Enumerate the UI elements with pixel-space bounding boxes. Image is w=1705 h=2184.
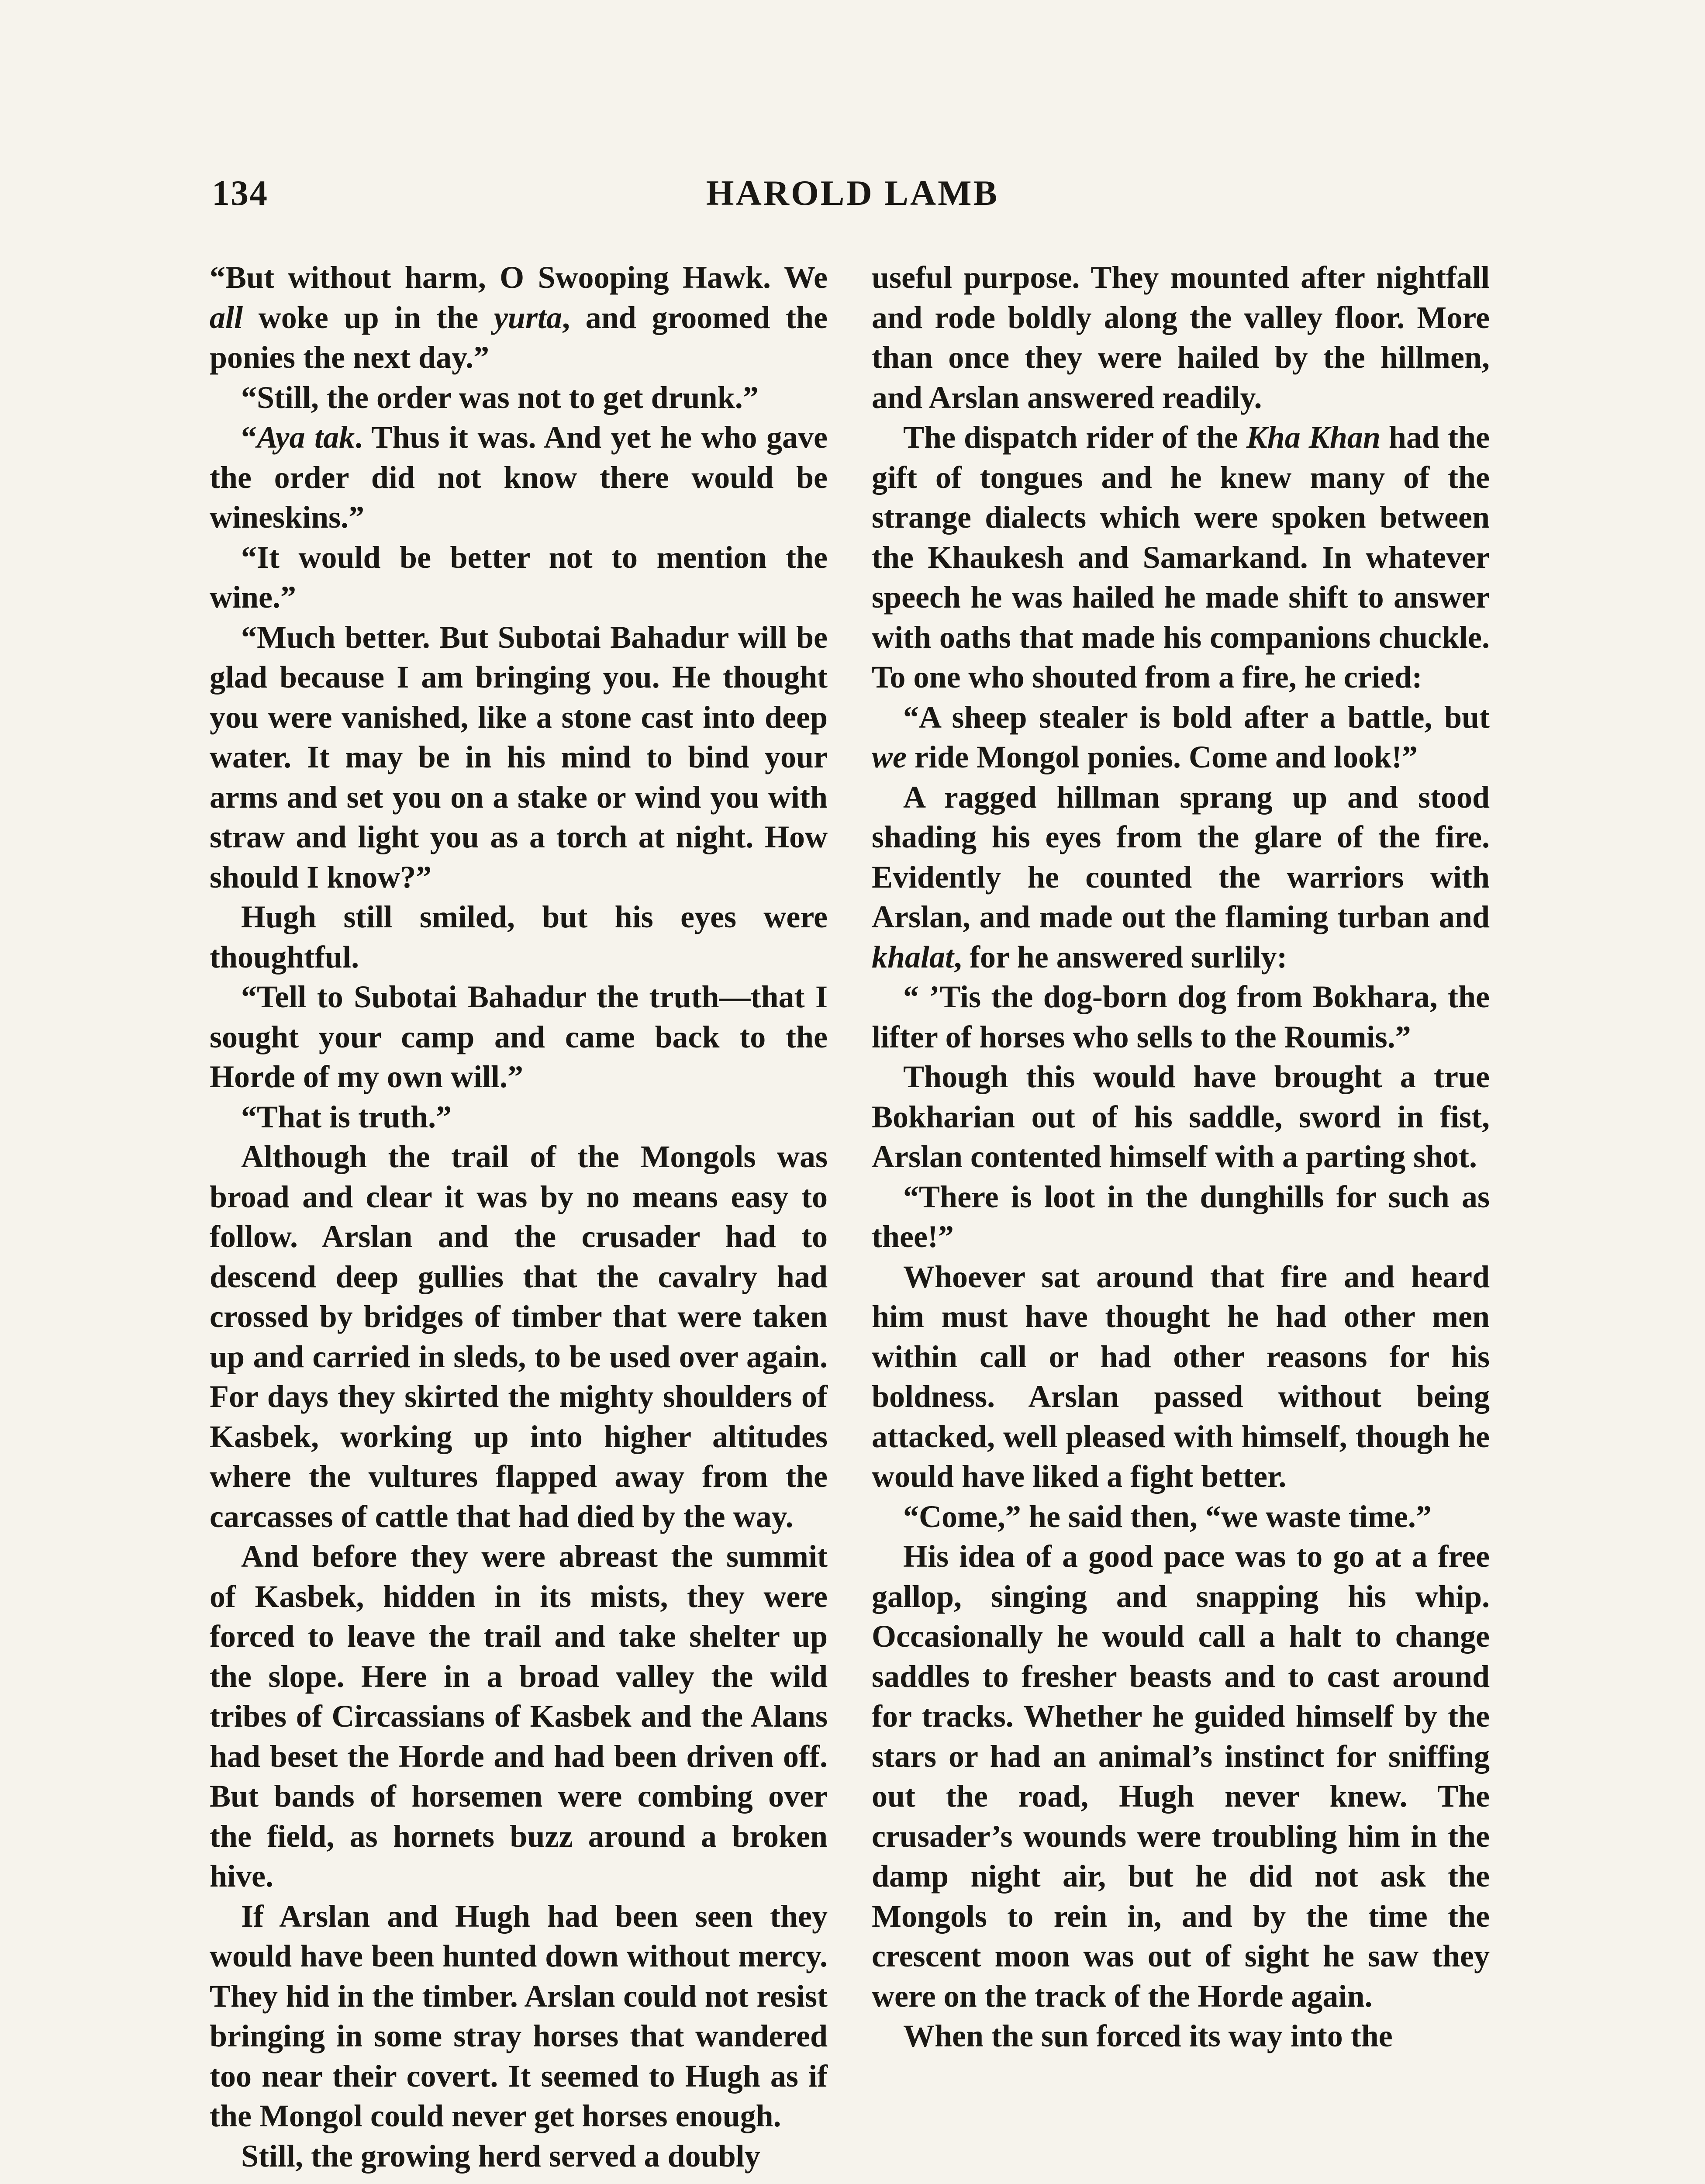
text-column-left xyxy=(210,258,828,2176)
paragraph: And before they were abreast the summit of Kasbek, hidden in its mists, they were forced to leave the trail and take shelter up the slope. Here in a broad valley the wild tribes of Circassians of Kasbek and the Alans had beset the Horde and had been driven off. But bands of horsemen were combing over the field, as hornets buzz around a broken hive. xyxy=(210,1539,828,1894)
paragraph: Whoever sat around that fire and heard him must have thought he had other men within call or had other reasons for his boldness. Arslan passed without being attacked, well pleased with himself, though he would have liked a fight better. xyxy=(872,1259,1490,1494)
paragraph: Although the trail of the Mongols was broad and clear it was by no means easy to follow. Arslan and the crusader had to descend deep gullies that the cavalry had crossed by bridges of timber that were taken up and carried in sleds, to be used over again. For days they skirted the mighty shoulders of Kasbek, working up into higher altitudes where the vultures flapped away from the carcasses of cattle that had died by the way. xyxy=(210,1139,828,1534)
paragraph: “Tell to Subotai Bahadur the truth—that I sought your camp and came back to the Horde of my own will.” xyxy=(210,979,828,1094)
paragraph: If Arslan and Hugh had been seen they would have been hunted down without mercy. They hid in the timber. Arslan could not resist bringing in some stray horses that wandered too near their covert. It seemed to Hugh as if the Mongol could never get horses enough. xyxy=(210,1898,828,2133)
paragraph: The dispatch rider of the Kha Khan had the gift of tongues and he knew many of the strange dialects which were spoken between the Khaukesh and Samarkand. In whatever speech he was hailed he made shift to answer with oaths that made his companions chuckle. To one who shouted from a fire, he cried: xyxy=(872,420,1490,695)
page-header xyxy=(0,173,1705,216)
paragraph: His idea of a good pace was to go at a free gallop, singing and snapping his whip. Occasionally he would call a halt to change saddles to fresher beasts and to cast around for tracks. Whether he guided himself by the stars or had an animal’s instinct for sniffing out the road, Hugh never knew. The crusader’s wounds were troubling him in the damp night air, but he did not ask the Mongols to rein in, and by the time the crescent moon was out of sight he saw they were on the track of the Horde again. xyxy=(872,1539,1490,2014)
text-column-right xyxy=(872,258,1490,2056)
paragraph: useful purpose. They mounted after nightfall and rode boldly along the valley floor. More than once they were hailed by the hillmen, and Arslan answered readily. xyxy=(872,260,1490,415)
paragraph: “But without harm, O Swooping Hawk. We all woke up in the yurta, and groomed the ponies the next day.” xyxy=(210,260,828,375)
paragraph: “ ’Tis the dog-born dog from Bokhara, the lifter of horses who sells to the Roumis.” xyxy=(872,979,1490,1054)
paragraph: “It would be better not to mention the wine.” xyxy=(210,539,828,615)
running-head: HAROLD LAMB xyxy=(706,173,999,213)
page-number: 134 xyxy=(212,173,268,213)
paragraph: When the sun forced its way into the xyxy=(903,2018,1393,2053)
paragraph: Still, the growing herd served a doubly xyxy=(241,2138,760,2174)
paragraph: “Much better. But Subotai Bahadur will be glad because I am bringing you. He thought you were vanished, like a stone cast into deep water. It may be in his mind to bind your arms and set you on a stake or wind you with straw and light you as a torch at night. How should I know?” xyxy=(210,619,828,895)
paragraph: “A sheep stealer is bold after a battle, but we ride Mongol ponies. Come and look!” xyxy=(872,699,1490,774)
paragraph: Hugh still smiled, but his eyes were thoughtful. xyxy=(210,899,828,975)
paragraph: “There is loot in the dunghills for such as thee!” xyxy=(872,1179,1490,1254)
paragraph: “Come,” he said then, “we waste time.” xyxy=(903,1499,1432,1534)
paragraph: A ragged hillman sprang up and stood shading his eyes from the glare of the fire. Evidently he counted the warriors with Arslan, and made out the flaming turban and khalat, for he answered surlily: xyxy=(872,779,1490,975)
paragraph: “Still, the order was not to get drunk.” xyxy=(241,380,759,415)
paragraph: Though this would have brought a true Bokharian out of his saddle, sword in fist, Arslan contented himself with a parting shot. xyxy=(872,1059,1490,1174)
paragraph: “That is truth.” xyxy=(241,1099,452,1134)
paragraph: “Aya tak. Thus it was. And yet he who gave the order did not know there would be wineskins.” xyxy=(210,420,828,535)
